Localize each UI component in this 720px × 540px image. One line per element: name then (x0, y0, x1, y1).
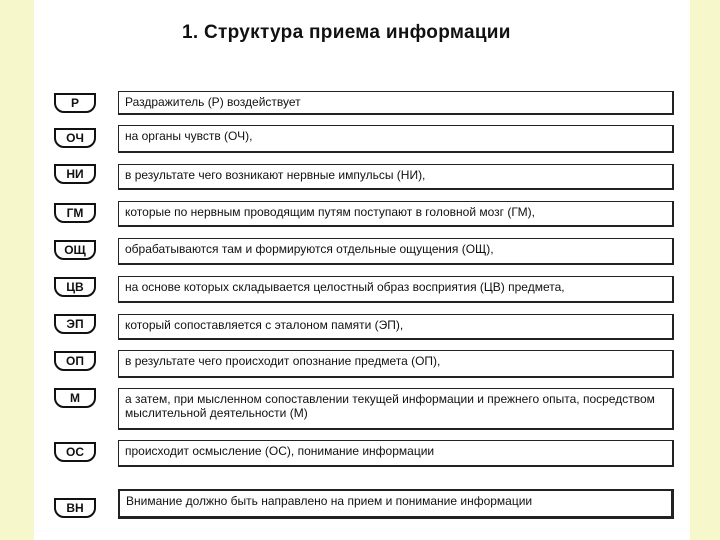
step-text-gm: которые по нервным проводящим путям поступают в головной мозг (ГМ), (118, 201, 674, 227)
step-text-och: на органы чувств (ОЧ), (118, 125, 674, 153)
step-tag-tsv: ЦВ (54, 277, 96, 297)
step-text-tsv: на основе которых складывается целостный образ восприятия (ЦВ) предмета, (118, 276, 674, 303)
step-text-m: а затем, при мысленном сопоставлении текущей информации и прежнего опыта, посредством мыслительной деятельности (М) (118, 388, 674, 430)
step-text-vn: Внимание должно быть направлено на прием и понимание информации (118, 489, 674, 519)
step-text-r: Раздражитель (Р) воздействует (118, 91, 674, 115)
step-tag-ni: НИ (54, 164, 96, 184)
step-tag-os: ОС (54, 442, 96, 462)
slide-page (34, 0, 690, 540)
step-tag-r: Р (54, 93, 96, 113)
slide-title: 1. Структура приема информации (182, 22, 511, 43)
step-tag-vn: ВН (54, 498, 96, 518)
step-text-ep: который сопоставляется с эталоном памяти (ЭП), (118, 314, 674, 340)
step-tag-gm: ГМ (54, 203, 96, 223)
step-text-ni: в результате чего возникают нервные импульсы (НИ), (118, 164, 674, 190)
step-tag-ep: ЭП (54, 314, 96, 334)
step-tag-osch: ОЩ (54, 240, 96, 260)
step-text-os: происходит осмысление (ОС), понимание информации (118, 440, 674, 467)
step-text-osch: обрабатываются там и формируются отдельные ощущения (ОЩ), (118, 238, 674, 265)
step-tag-m: М (54, 388, 96, 408)
step-tag-op: ОП (54, 351, 96, 371)
step-tag-och: ОЧ (54, 128, 96, 148)
step-text-op: в результате чего происходит опознание предмета (ОП), (118, 350, 674, 378)
